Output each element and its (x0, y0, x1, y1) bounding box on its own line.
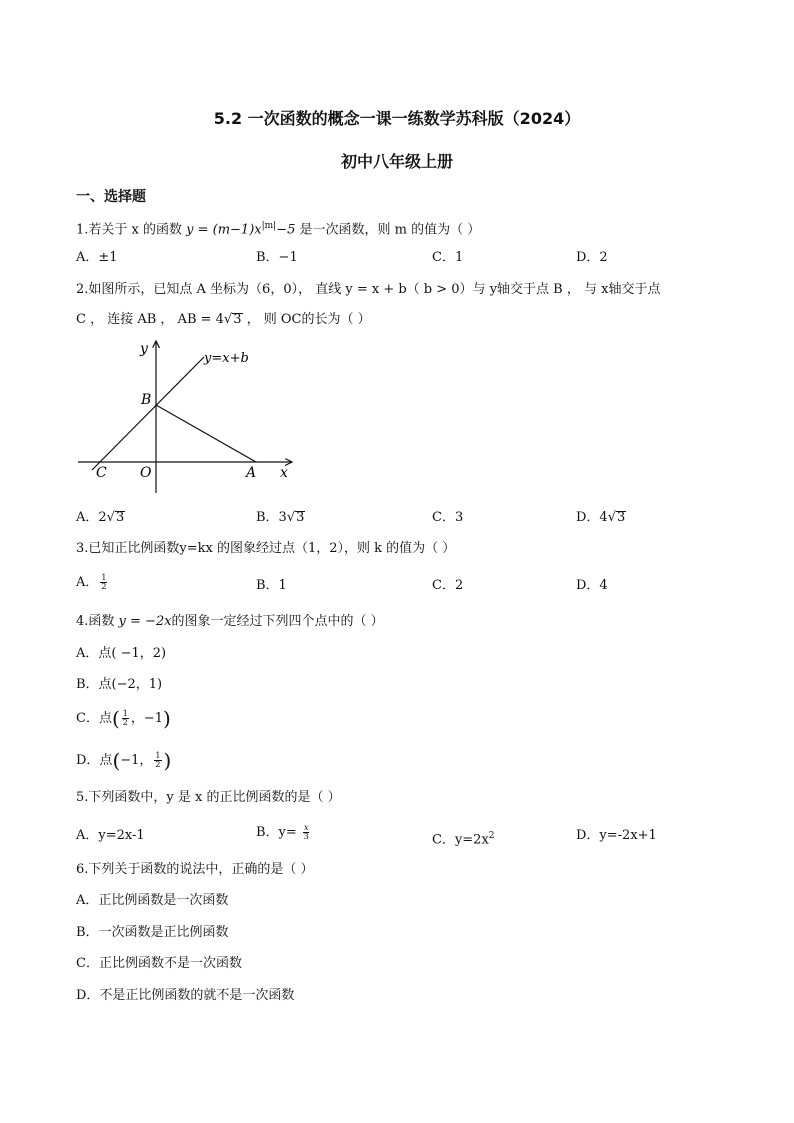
q1-expr-tail: −5 (276, 222, 296, 238)
q2-figure (70, 335, 310, 495)
q2-option-d-sqrt-sign: √ (607, 510, 616, 525)
q3-option-c[interactable]: C．2 (432, 578, 464, 593)
q4-option-c[interactable] (76, 706, 171, 731)
question-3: 3.已知正比例函数y=kx 的图象经过点（1，2），则 k 的值为（ ） (76, 541, 456, 556)
q5-option-c-text: C．y=2x (432, 832, 489, 848)
q2-option-a-pre: A．2 (76, 510, 107, 525)
segment-ab (156, 405, 256, 462)
q5-option-b-pre: B．y= (256, 825, 301, 840)
fraction-numerator: 1 (101, 573, 107, 582)
question-1 (76, 218, 480, 238)
q2-option-a-sqrt-sign: √ (106, 510, 115, 525)
q6-option-b[interactable]: B．一次函数是正比例函数 (76, 925, 229, 940)
q4-option-a[interactable]: A．点( −1，2) (76, 646, 167, 661)
q4-option-d-pre: D．点 (76, 753, 113, 768)
q2-sqrt-radicand: 3 (233, 312, 242, 327)
q1-exponent: |m| (261, 221, 277, 231)
q1-text-b: 是一次函数，则 m 的值为（ ） (295, 222, 481, 238)
q5-option-c-exponent: 2 (488, 831, 495, 841)
paren-open: ( (112, 748, 121, 773)
q4-option-d-head: −1， (120, 753, 153, 768)
q2-option-b[interactable] (256, 510, 305, 526)
q3-option-a[interactable] (76, 574, 109, 591)
q4-text-b: 的图象一定经过下列四个点中的（ ） (171, 614, 384, 629)
fraction-denominator: 3 (303, 832, 309, 841)
fraction-denominator: 2 (122, 718, 128, 727)
origin-label: O (140, 465, 152, 481)
x-axis-label: x (280, 465, 288, 481)
fraction-numerator: x (303, 823, 309, 832)
document-subtitle: 初中八年级上册 (340, 152, 453, 171)
q3-option-d[interactable]: D．4 (576, 578, 608, 593)
q4-text-a: 4.函数 (76, 614, 119, 629)
q2-line2-a: C ， 连接 AB ， AB = 4 (76, 312, 224, 327)
q4-option-d-fraction (154, 752, 161, 769)
q1-expr: y = (m−1)x (186, 222, 262, 238)
fraction-denominator: 2 (155, 760, 161, 769)
point-a-label: A (246, 465, 257, 481)
paren-close: ) (163, 748, 172, 773)
document-title: 5.2 一次函数的概念一课一练数学苏科版（2024） (213, 109, 581, 128)
q5-option-b-fraction (303, 824, 310, 841)
line-label: y=x+b (204, 351, 249, 366)
q4-option-c-tail: ，−1 (130, 711, 164, 726)
q6-option-c[interactable]: C．正比例函数不是一次函数 (76, 956, 242, 971)
q6-option-d[interactable]: D．不是正比例函数的就不是一次函数 (76, 988, 295, 1003)
q2-line2-b: ， 则 OC的长为（ ） (242, 312, 371, 327)
question-2-line-2 (76, 312, 371, 328)
q1-option-d[interactable]: D．2 (576, 250, 608, 265)
q2-option-d[interactable] (576, 510, 626, 526)
q6-option-a[interactable]: A．正比例函数是一次函数 (76, 893, 229, 908)
q4-option-b[interactable]: B．点(−2，1) (76, 677, 163, 692)
q1-option-c[interactable]: C．1 (432, 250, 464, 265)
q2-option-b-radicand: 3 (296, 510, 305, 525)
q1-text-a: 1.若关于 x 的函数 (76, 222, 187, 238)
question-5: 5.下列函数中，y 是 x 的正比例函数的是（ ） (76, 790, 341, 805)
q2-option-a[interactable] (76, 510, 125, 526)
q2-option-b-sqrt-sign: √ (286, 510, 296, 525)
fraction-numerator: 1 (122, 709, 128, 718)
question-6: 6.下列关于函数的说法中，正确的是（ ） (76, 862, 314, 877)
q2-option-b-pre: B．3 (256, 510, 287, 525)
q1-option-b[interactable]: B．−1 (256, 250, 298, 265)
q2-option-c[interactable] (432, 510, 463, 526)
q4-option-d[interactable] (76, 748, 172, 773)
q4-option-c-fraction (122, 710, 129, 727)
q2-option-d-radicand: 3 (617, 510, 626, 525)
section-heading: 一、选择题 (76, 189, 146, 205)
q5-option-a[interactable]: A．y=2x-1 (76, 828, 145, 843)
q1-option-a[interactable]: A．±1 (76, 250, 118, 265)
point-c-label: C (96, 465, 107, 481)
q3-option-b[interactable]: B．1 (256, 578, 287, 593)
q2-option-a-radicand: 3 (115, 510, 125, 525)
paren-open: ( (111, 706, 120, 731)
question-4 (76, 614, 384, 630)
q4-expr: y = −2x (118, 614, 172, 629)
fraction-denominator: 2 (101, 582, 107, 591)
q5-option-b[interactable] (256, 824, 311, 841)
y-axis-label: y (140, 341, 148, 357)
q4-option-c-pre: C．点 (76, 711, 112, 726)
paren-close: ) (163, 706, 171, 731)
q2-sqrt-sign: √ (223, 312, 233, 327)
point-b-label: B (141, 392, 152, 408)
q3-option-a-pre: A． (76, 575, 99, 590)
question-2-line-1: 2.如图所示，已知点 A 坐标为（6，0）， 直线 y = x + b（ b > 0）与 y轴交于点 B ， 与 x轴交于点 (76, 282, 661, 297)
q2-option-d-pre: D．4 (576, 510, 608, 525)
line-y-x-b (92, 357, 204, 470)
q5-option-d[interactable]: D．y=-2x+1 (576, 828, 657, 843)
q3-option-a-fraction (100, 574, 107, 591)
q2-option-c-pre: C．3 (432, 510, 464, 525)
fraction-numerator: 1 (155, 751, 161, 760)
q5-option-c[interactable] (432, 828, 495, 848)
